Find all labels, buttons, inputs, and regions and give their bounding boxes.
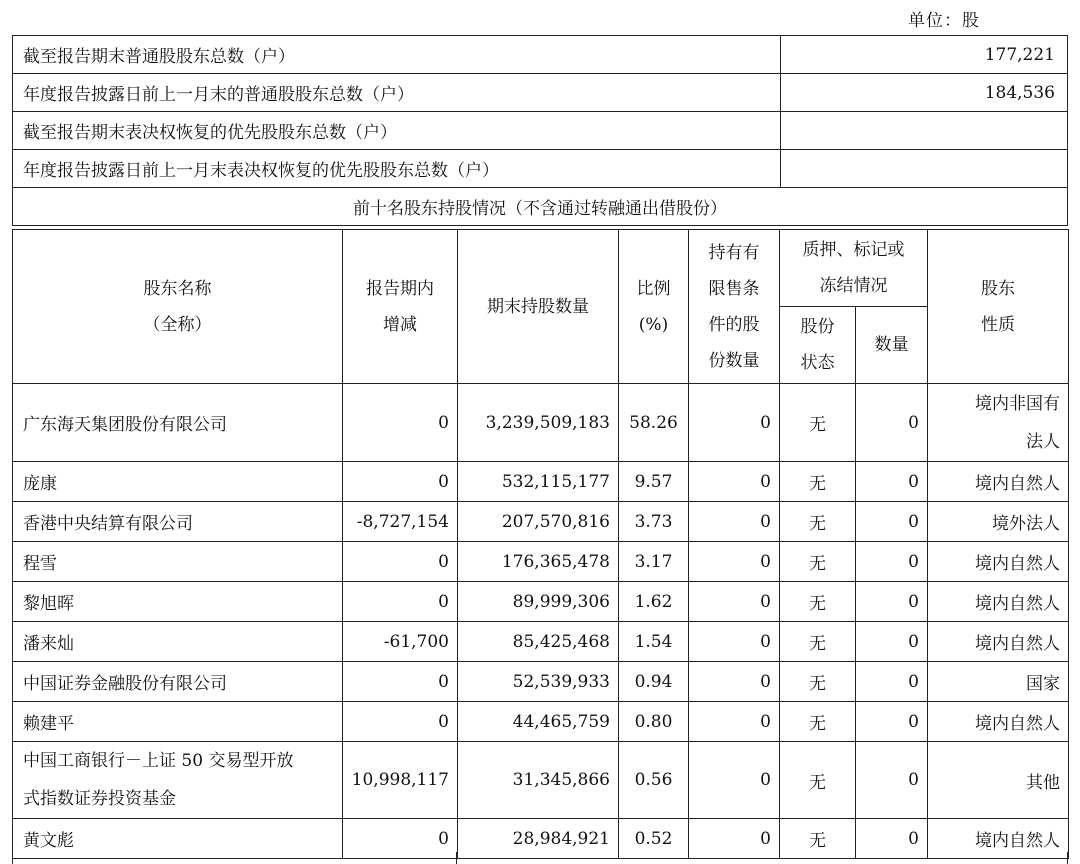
holder-restricted: 0 bbox=[689, 662, 780, 702]
summary-label: 截至报告期末普通股股东总数（户） bbox=[13, 36, 781, 74]
holder-status: 无 bbox=[780, 384, 856, 462]
summary-row bbox=[13, 74, 1068, 112]
header-change bbox=[343, 230, 458, 384]
summary-value bbox=[781, 150, 1068, 188]
header-pledge-line1: 质押、标记或 bbox=[802, 240, 905, 260]
holder-holding: 31,345,866 bbox=[458, 742, 619, 819]
holder-holding: 44,465,759 bbox=[458, 702, 619, 742]
holder-nature: 境内自然人 bbox=[928, 582, 1069, 622]
holder-status: 无 bbox=[780, 819, 856, 859]
header-ratio-line1: 比例 bbox=[636, 278, 671, 299]
holder-nature-line2: 法人 bbox=[1026, 431, 1060, 452]
holder-name: 黄文彪 bbox=[13, 819, 343, 859]
holder-status: 无 bbox=[780, 582, 856, 622]
table-row bbox=[13, 702, 1069, 742]
holder-nature: 境内自然人 bbox=[928, 702, 1069, 742]
holder-holding: 176,365,478 bbox=[458, 542, 619, 582]
holder-change: 0 bbox=[343, 582, 458, 622]
holder-change: 0 bbox=[343, 384, 458, 462]
top-ten-holders-table bbox=[12, 229, 1069, 859]
unit-label: 单位：股 bbox=[908, 11, 980, 31]
header-name bbox=[13, 230, 343, 384]
header-row bbox=[13, 230, 1069, 307]
holder-change: 10,998,117 bbox=[343, 742, 458, 819]
header-holding: 期末持股数量 bbox=[458, 230, 619, 384]
header-qty: 数量 bbox=[856, 307, 928, 384]
header-status-line2: 状态 bbox=[800, 353, 835, 373]
table-row bbox=[13, 742, 1069, 819]
holder-ratio: 1.62 bbox=[619, 582, 689, 622]
holder-name-line2: 式指数证券投资基金 bbox=[23, 789, 176, 809]
summary-label: 年度报告披露日前上一月末的普通股股东总数（户） bbox=[13, 74, 781, 112]
holder-status: 无 bbox=[780, 662, 856, 702]
holder-restricted: 0 bbox=[689, 819, 780, 859]
holder-name: 香港中央结算有限公司 bbox=[13, 502, 343, 542]
summary-row bbox=[13, 112, 1068, 150]
holder-holding: 85,425,468 bbox=[458, 622, 619, 662]
header-restricted-line1: 持有有 bbox=[708, 242, 760, 263]
holder-change: 0 bbox=[343, 462, 458, 502]
holder-status: 无 bbox=[780, 702, 856, 742]
holder-change: 0 bbox=[343, 702, 458, 742]
holder-qty: 0 bbox=[856, 462, 928, 502]
holder-qty: 0 bbox=[856, 502, 928, 542]
header-restricted-line4: 份数量 bbox=[708, 350, 760, 371]
holder-restricted: 0 bbox=[689, 542, 780, 582]
holder-change: -8,727,154 bbox=[343, 502, 458, 542]
holder-holding: 89,999,306 bbox=[458, 582, 619, 622]
header-nature bbox=[928, 230, 1069, 384]
holder-nature: 境内自然人 bbox=[928, 462, 1069, 502]
summary-label: 年度报告披露日前上一月末表决权恢复的优先股股东总数（户） bbox=[13, 150, 781, 188]
table-row bbox=[13, 662, 1069, 702]
holder-name: 庞康 bbox=[13, 462, 343, 502]
holder-qty: 0 bbox=[856, 622, 928, 662]
holder-restricted: 0 bbox=[689, 384, 780, 462]
table-row bbox=[13, 542, 1069, 582]
holder-ratio: 0.56 bbox=[619, 742, 689, 819]
holder-restricted: 0 bbox=[689, 742, 780, 819]
holder-name: 中国证券金融股份有限公司 bbox=[13, 662, 343, 702]
holder-nature bbox=[928, 384, 1069, 462]
holder-nature: 境内自然人 bbox=[928, 622, 1069, 662]
holder-restricted: 0 bbox=[689, 582, 780, 622]
summary-label: 截至报告期末表决权恢复的优先股股东总数（户） bbox=[13, 112, 781, 150]
holder-qty: 0 bbox=[856, 582, 928, 622]
holder-ratio: 1.54 bbox=[619, 622, 689, 662]
holder-name-line1: 中国工商银行－上证 50 交易型开放 bbox=[23, 751, 294, 771]
holder-qty: 0 bbox=[856, 542, 928, 582]
holder-name: 程雪 bbox=[13, 542, 343, 582]
header-restricted-line3: 件的股 bbox=[708, 314, 760, 335]
holder-qty: 0 bbox=[856, 384, 928, 462]
holder-status: 无 bbox=[780, 462, 856, 502]
header-change-line2: 增减 bbox=[383, 314, 417, 335]
holder-ratio: 0.80 bbox=[619, 702, 689, 742]
header-pledge bbox=[780, 230, 928, 307]
holder-name: 黎旭晖 bbox=[13, 582, 343, 622]
holder-qty: 0 bbox=[856, 742, 928, 819]
table-row bbox=[13, 502, 1069, 542]
holder-holding: 52,539,933 bbox=[458, 662, 619, 702]
holder-ratio: 9.57 bbox=[619, 462, 689, 502]
header-nature-line1: 股东 bbox=[981, 278, 1015, 299]
header-restricted bbox=[689, 230, 780, 384]
holder-restricted: 0 bbox=[689, 462, 780, 502]
holder-nature: 境内自然人 bbox=[928, 542, 1069, 582]
holder-holding: 207,570,816 bbox=[458, 502, 619, 542]
holder-restricted: 0 bbox=[689, 622, 780, 662]
summary-row bbox=[13, 36, 1068, 74]
header-name-line2: （全称） bbox=[143, 314, 212, 335]
holder-restricted: 0 bbox=[689, 502, 780, 542]
holder-qty: 0 bbox=[856, 662, 928, 702]
header-status bbox=[780, 307, 856, 384]
holder-status: 无 bbox=[780, 622, 856, 662]
holder-status: 无 bbox=[780, 742, 856, 819]
holder-status: 无 bbox=[780, 542, 856, 582]
holder-holding: 28,984,921 bbox=[458, 819, 619, 859]
holder-nature: 境外法人 bbox=[928, 502, 1069, 542]
shareholder-summary-table bbox=[12, 35, 1068, 226]
holder-change: -61,700 bbox=[343, 622, 458, 662]
header-status-line1: 股份 bbox=[800, 317, 835, 337]
section-title: 前十名股东持股情况（不含通过转融通出借股份） bbox=[13, 188, 1068, 226]
summary-value bbox=[781, 112, 1068, 150]
holder-ratio: 58.26 bbox=[619, 384, 689, 462]
header-pledge-line2: 冻结情况 bbox=[819, 276, 888, 296]
holder-ratio: 3.73 bbox=[619, 502, 689, 542]
holder-nature-line1: 境内非国有 bbox=[975, 393, 1060, 414]
holder-nature: 其他 bbox=[928, 742, 1069, 819]
holder-nature: 境内自然人 bbox=[928, 819, 1069, 859]
holder-holding: 3,239,509,183 bbox=[458, 384, 619, 462]
table-row bbox=[13, 462, 1069, 502]
holder-ratio: 3.17 bbox=[619, 542, 689, 582]
holder-name bbox=[13, 742, 343, 819]
holder-ratio: 0.52 bbox=[619, 819, 689, 859]
table-row bbox=[13, 384, 1069, 462]
section-title-row bbox=[13, 188, 1068, 226]
table-row bbox=[13, 622, 1069, 662]
holder-name: 赖建平 bbox=[13, 702, 343, 742]
table-border-stub bbox=[456, 852, 457, 864]
holder-ratio: 0.94 bbox=[619, 662, 689, 702]
holder-name: 潘来灿 bbox=[13, 622, 343, 662]
summary-value: 177,221 bbox=[781, 36, 1068, 74]
table-border-stub bbox=[12, 852, 13, 864]
summary-row bbox=[13, 150, 1068, 188]
table-border-stub bbox=[1067, 852, 1068, 864]
header-nature-line2: 性质 bbox=[981, 314, 1015, 335]
table-row bbox=[13, 819, 1069, 859]
holder-change: 0 bbox=[343, 542, 458, 582]
holder-name: 广东海天集团股份有限公司 bbox=[13, 384, 343, 462]
header-name-line1: 股东名称 bbox=[143, 278, 212, 299]
holder-holding: 532,115,177 bbox=[458, 462, 619, 502]
holder-change: 0 bbox=[343, 819, 458, 859]
holder-restricted: 0 bbox=[689, 702, 780, 742]
holder-qty: 0 bbox=[856, 819, 928, 859]
header-ratio-line2: (%) bbox=[638, 314, 669, 335]
header-change-line1: 报告期内 bbox=[366, 278, 434, 299]
summary-value: 184,536 bbox=[781, 74, 1068, 112]
holder-nature: 国家 bbox=[928, 662, 1069, 702]
table-row bbox=[13, 582, 1069, 622]
holder-change: 0 bbox=[343, 662, 458, 702]
holder-qty: 0 bbox=[856, 702, 928, 742]
holder-status: 无 bbox=[780, 502, 856, 542]
header-ratio bbox=[619, 230, 689, 384]
header-restricted-line2: 限售条 bbox=[708, 278, 760, 299]
